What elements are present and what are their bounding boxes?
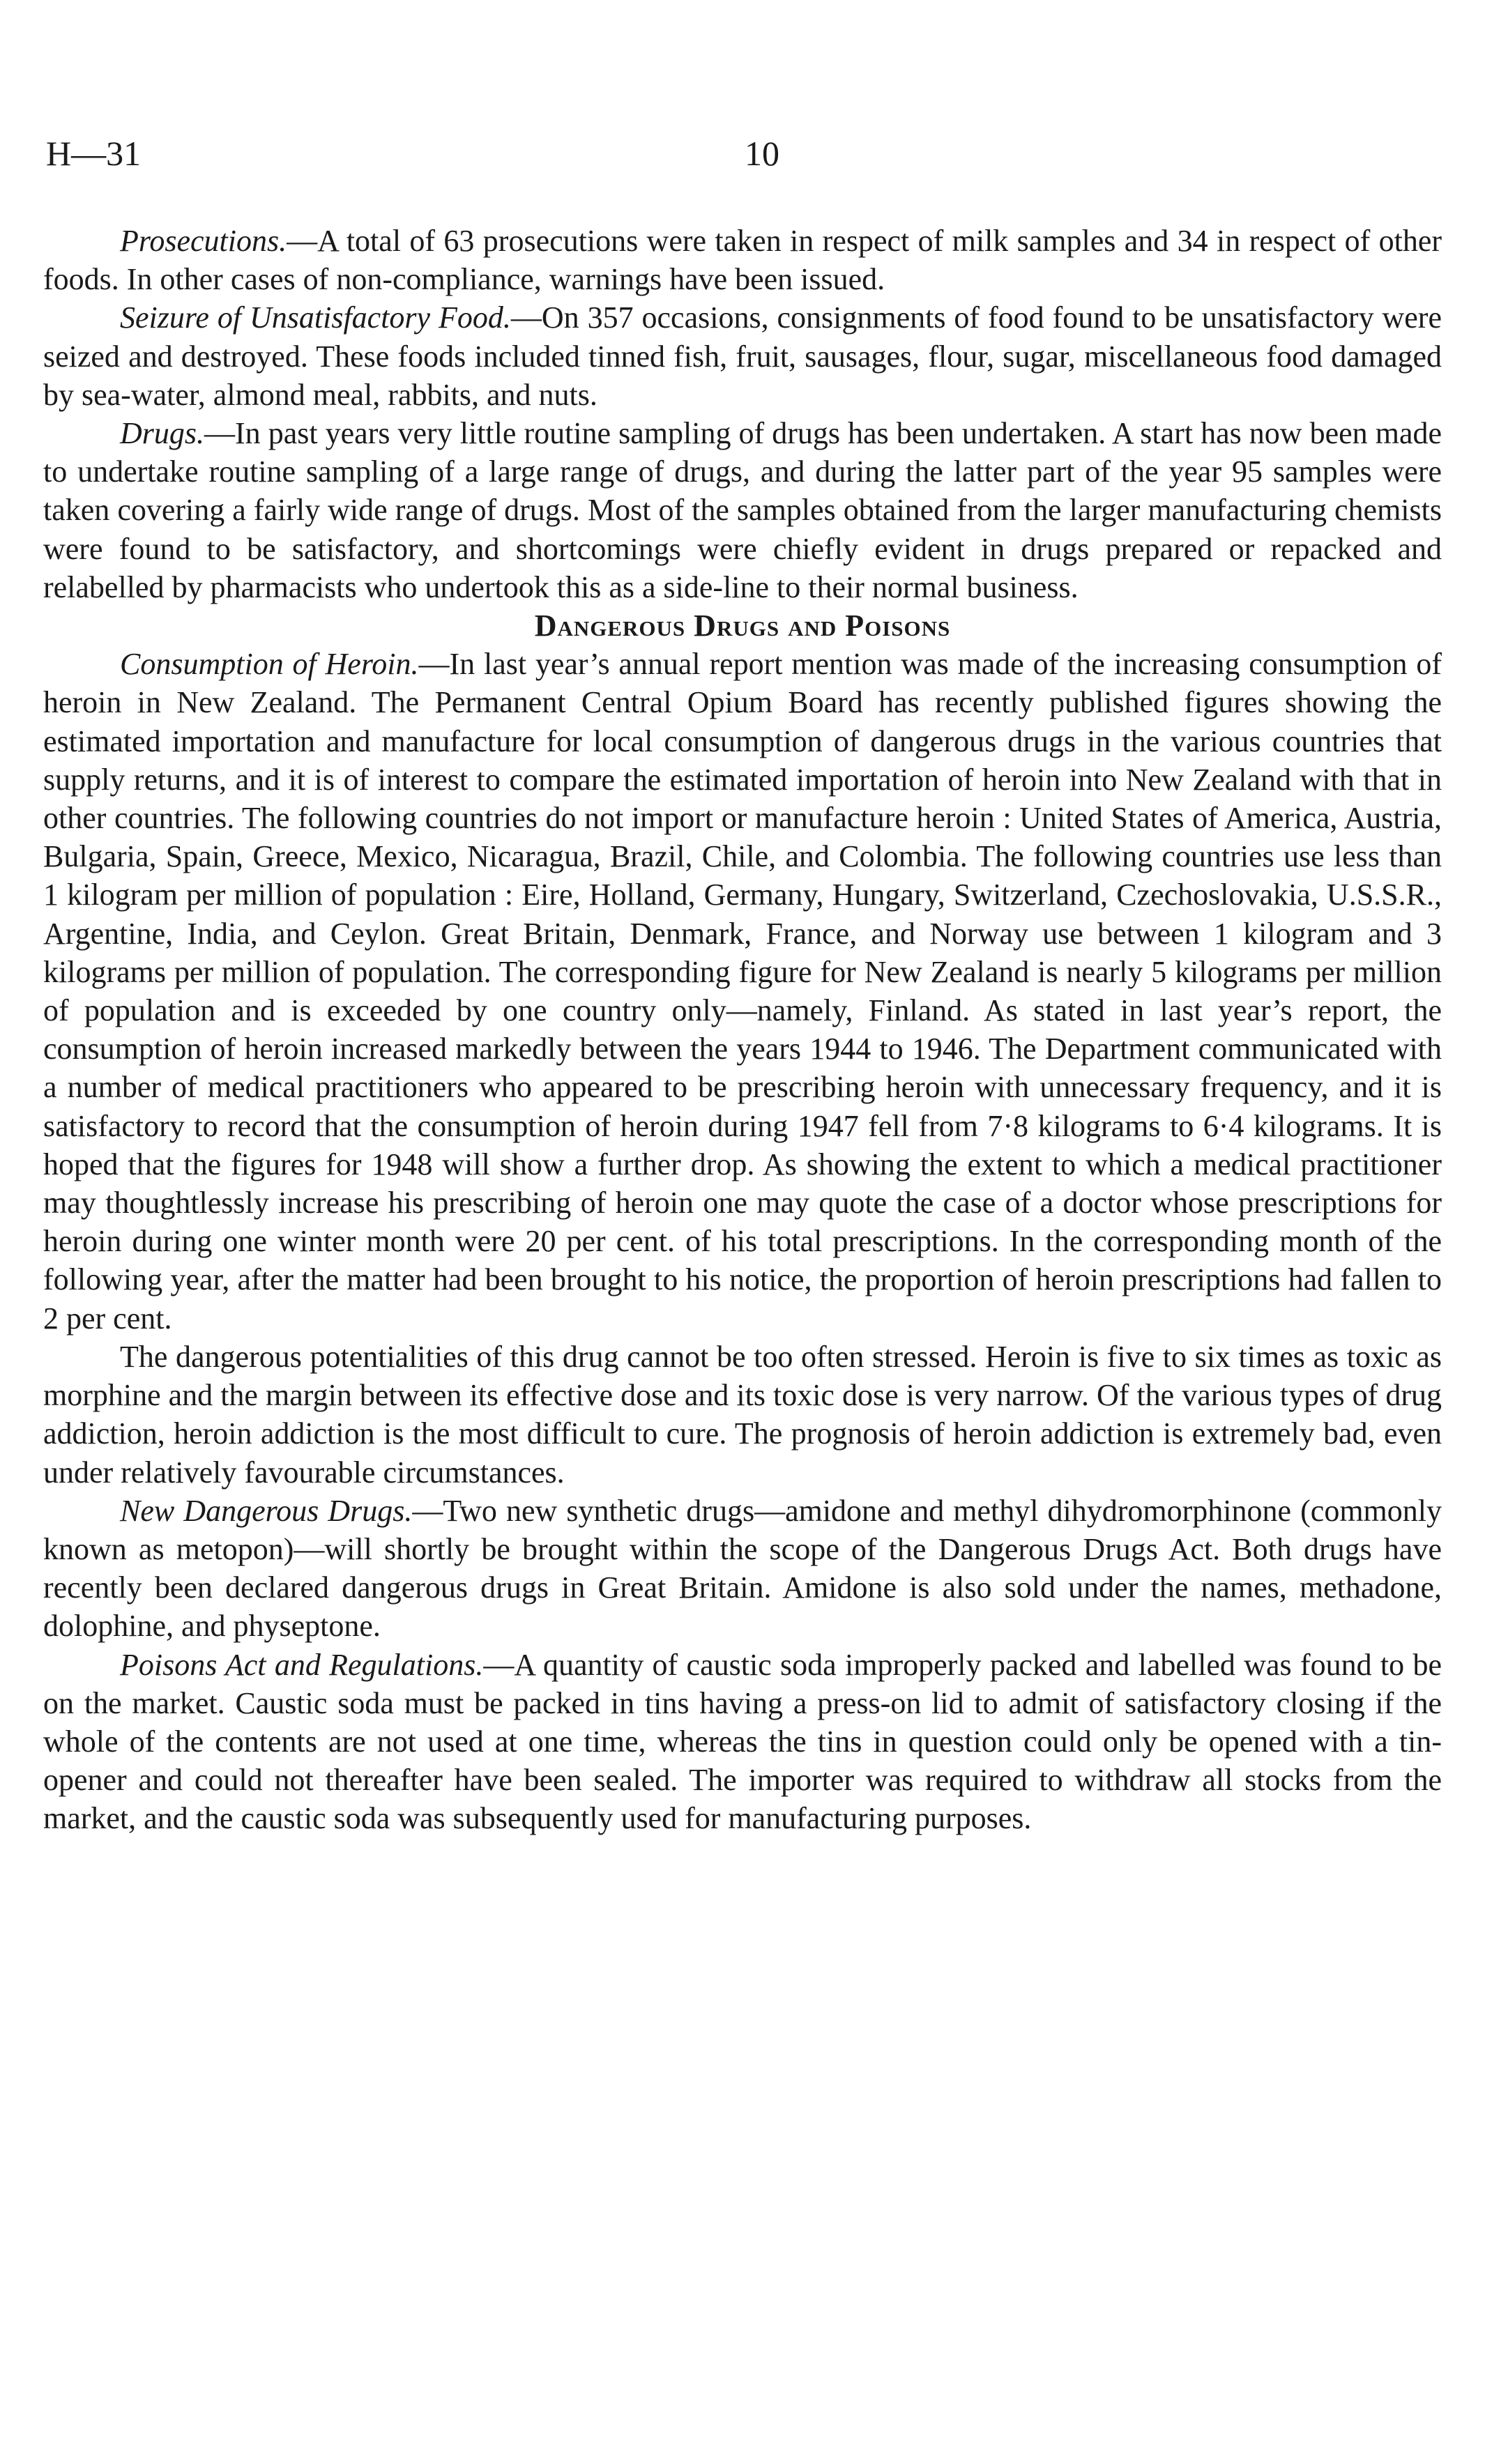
section-heading-dangerous-drugs: Dangerous Drugs and Poisons (534, 609, 951, 643)
paragraph-seizure (43, 298, 1442, 414)
running-header (46, 131, 1461, 176)
lead-heroin-consumption: Consumption of Heroin. (120, 647, 419, 682)
lead-seizure: Seizure of Unsatisfactory Food. (120, 300, 511, 335)
text-new-dangerous-drugs: —Two new synthetic drugs—amidone and methyl dihydromorphinone (commonly known as metopon)—will shortly be brought within the scope of the Dangerous Drugs Act. Both drugs have recently been declared dangerous drugs in Great Britain. Amidone is also sold under the names, methadone, dolophine, and physeptone. (43, 1493, 1442, 1644)
paragraph-drugs (43, 414, 1442, 606)
report-reference: H—31 (46, 134, 142, 173)
paragraph-heroin-dangers (43, 1338, 1442, 1492)
text-seizure: —On 357 occasions, consignments of food found to be unsatisfactory were seized and destroyed. These foods included tinned fish, fruit, sausages, flour, sugar, miscellaneous food damaged by sea-water, almond meal, rabbits, and nuts. (43, 300, 1442, 412)
lead-poisons-act: Poisons Act and Regulations. (120, 1647, 484, 1682)
lead-prosecutions: Prosecutions. (120, 224, 287, 258)
body-text (43, 222, 1442, 1838)
page-number: 10 (745, 134, 779, 173)
lead-drugs: Drugs. (120, 416, 205, 451)
lead-new-dangerous-drugs: New Dangerous Drugs. (120, 1493, 413, 1528)
text-heroin-consumption: —In last year’s annual report mention was made of the increasing consumption of heroin in New Zealand. The Permanent Central Opium Board has recently published figures showing the estimated importation and manufacture for local consumption of dangerous drugs in the various countries that supply returns, and it is of interest to compare the estimated importation of heroin into New Zealand with that in other countries. The following countries do not import or manufacture heroin : United States of America, Austria, Bulgaria, Spain, Greece, Mexico, Nicaragua, Brazil, Chile, and Colombia. The following countries use less than 1 kilogram per million of population : Eire, Holland, Germany, Hungary, Switzerland, Czechoslovakia, U.S.S.R., Argentine, India, and Ceylon. Great Britain, Denmark, France, and Norway use between 1 kilogram and 3 kilograms per million of population. The corresponding figure for New Zealand is nearly 5 kilograms per million of population and is exceeded by one country only—namely, Finland. As stated in last year’s report, the consumption of heroin increased markedly between the years 1944 to 1946. The Department communicated with a number of medical practitioners who appeared to be prescribing heroin with unnecessary frequency, and it is satisfactory to record that the consumption of heroin during 1947 fell from 7·8 kilograms to 6·4 kilograms. It is hoped that the figures for 1948 will show a further drop. As showing the extent to which a medical practitioner may thoughtlessly increase his prescribing of heroin one may quote the case of a doctor whose prescriptions for heroin during one winter month were 20 per cent. of his total prescriptions. In the corresponding month of the following year, after the matter had been brought to his notice, the proportion of heroin prescriptions had fallen to 2 per cent. (43, 647, 1442, 1336)
paragraph-heroin-consumption (43, 645, 1442, 1338)
text-poisons-act: —A quantity of caustic soda improperly packed and labelled was found to be on the market. Caustic soda must be packed in tins having a press-on lid to admit of satisfactory closing if the whole of the contents are not used at one time, whereas the tins in question could only be opened with a tin-opener and could not thereafter have been sealed. The importer was required to withdraw all stocks from the market, and the caustic soda was subsequently used for manufacturing purposes. (43, 1647, 1442, 1836)
text-prosecutions: —A total of 63 prosecutions were taken in respect of milk samples and 34 in respect of other foods. In other cases of non-compliance, warnings have been issued. (43, 224, 1442, 297)
text-drugs: —In past years very little routine sampling of drugs has been undertaken. A start has now been made to undertake routine sampling of a large range of drugs, and during the latter part of the year 95 samples were taken covering a fairly wide range of drugs. Most of the samples obtained from the larger manufacturing chemists were found to be satisfactory, and shortcomings were chiefly evident in drugs prepared or repacked and relabelled by pharmacists who undertook this as a side-line to their normal business. (43, 416, 1442, 604)
paragraph-prosecutions (43, 222, 1442, 298)
paragraph-new-dangerous-drugs (43, 1492, 1442, 1646)
paragraph-poisons-act (43, 1646, 1442, 1838)
text-heroin-dangers: The dangerous potentialities of this drug cannot be too often stressed. Heroin is five to six times as toxic as morphine and the margin between its effective dose and its toxic dose is very narrow. Of the various types of drug addiction, heroin addiction is the most difficult to cure. The prognosis of heroin addiction is extremely bad, even under relatively favourable circumstances. (43, 1339, 1442, 1490)
